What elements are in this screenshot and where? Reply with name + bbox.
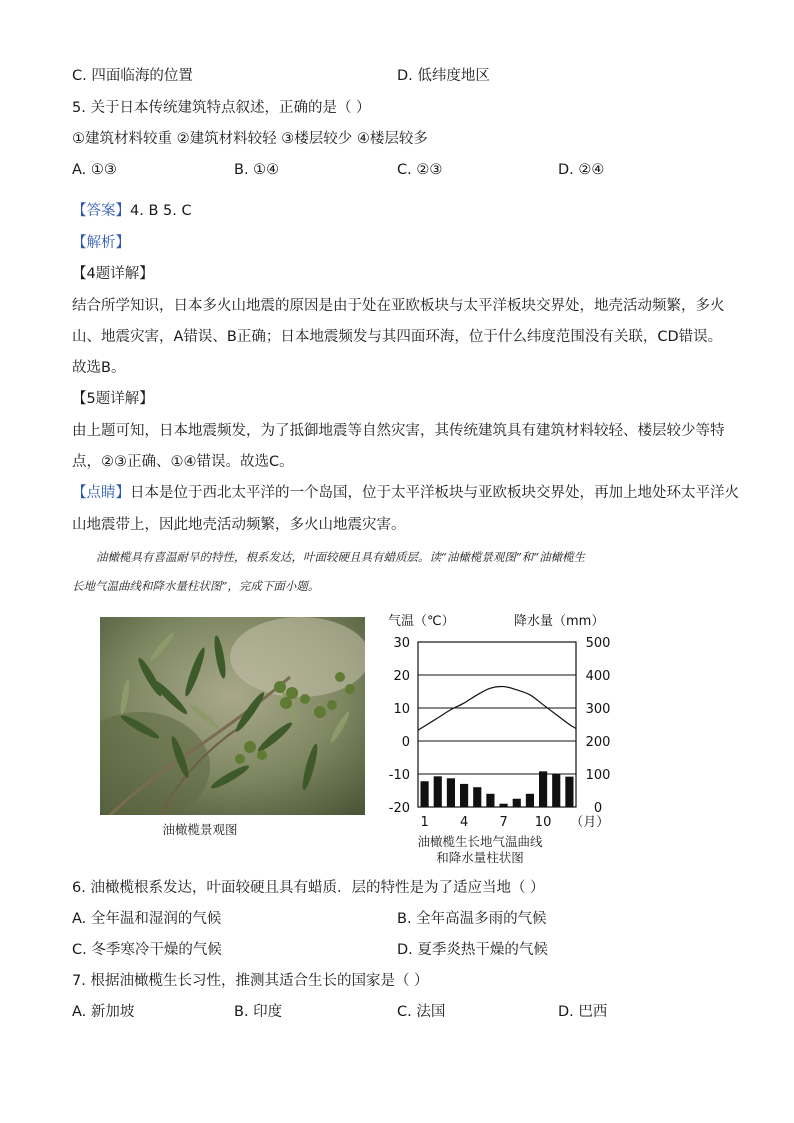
q5-option-a: A. ①③ <box>72 162 117 178</box>
olive-landscape-photo <box>100 617 365 815</box>
q4-option-d: D. 低纬度地区 <box>397 68 490 84</box>
x-tick-label: 4 <box>459 815 469 830</box>
precipitation-bar <box>513 799 521 807</box>
precipitation-bar <box>486 794 494 807</box>
right-tick-label: 100 <box>585 768 611 783</box>
q7-option-c: C. 法国 <box>397 1004 446 1020</box>
question-7: 7. 根据油橄榄生长习性，推测其适合生长的国家是（ ） <box>72 973 429 989</box>
precipitation-bar <box>447 778 455 807</box>
analysis-tag: 【解析】 <box>72 235 130 251</box>
left-tick-label: 30 <box>393 636 410 651</box>
q4-detail-line-3: 故选B。 <box>72 360 126 376</box>
answer-line <box>72 201 192 221</box>
q6-option-b: B. 全年高温多雨的气候 <box>397 911 547 927</box>
q7-option-a: A. 新加坡 <box>72 1004 135 1020</box>
q6-option-a: A. 全年温和湿润的气候 <box>72 911 222 927</box>
material-intro-line-1: 油橄榄具有喜温耐旱的特性，根系发达，叶面较硬且具有蜡质层。读“油橄榄景观图”和“油橄榄生 <box>96 550 586 564</box>
q4-detail-line-2: 山、地震灾害，A错误、B正确；日本地震频发与其四面环海，位于什么纬度范围没有关联，CD错误。 <box>72 329 723 345</box>
left-tick-label: -20 <box>388 801 410 816</box>
precipitation-bar <box>421 781 429 807</box>
right-tick-label: 500 <box>585 636 611 651</box>
chart-caption-line-1: 油橄榄生长地气温曲线 <box>417 834 543 849</box>
question-6: 6. 油橄榄根系发达，叶面较硬且具有蜡质．层的特性是为了适应当地（ ） <box>72 880 545 896</box>
q6-option-d: D. 夏季炎热干燥的气候 <box>397 942 548 958</box>
photo-caption: 油橄榄景观图 <box>162 822 238 837</box>
chart-caption-line-2: 和降水量柱状图 <box>436 850 524 865</box>
precipitation-bar <box>552 774 560 807</box>
tip-tag: 【点睛】 <box>72 485 130 501</box>
left-tick-label: 20 <box>393 669 410 684</box>
precipitation-bar <box>565 777 573 807</box>
question-5: 5. 关于日本传统建筑特点叙述，正确的是（ ） <box>72 100 371 116</box>
x-axis-unit-label: （月） <box>570 815 610 830</box>
left-tick-label: 0 <box>401 735 410 750</box>
q7-option-d: D. 巴西 <box>558 1004 608 1020</box>
left-tick-label: -10 <box>388 768 410 783</box>
q4-detail-line-1: 结合所学知识，日本多火山地震的原因是由于处在亚欧板块与太平洋板块交界处，地壳活动频繁，多火 <box>72 298 725 314</box>
right-tick-label: 300 <box>585 702 611 717</box>
tip-line-2: 山地震带上，因此地壳活动频繁，多火山地震灾害。 <box>72 517 406 533</box>
right-axis-label: 降水量（mm） <box>514 614 605 629</box>
q5-detail-line-2: 点，②③正确、①④错误。故选C。 <box>72 454 294 470</box>
x-tick-label: 1 <box>420 815 429 830</box>
tip-text-1: 日本是位于西北太平洋的一个岛国，位于太平洋板块与亚欧板块交界处，再加上地处环太平洋火 <box>130 485 739 501</box>
q5-option-c: C. ②③ <box>397 162 443 178</box>
q7-option-b: B. 印度 <box>234 1004 283 1020</box>
precipitation-bar <box>526 794 534 807</box>
tip-line-1 <box>72 483 739 503</box>
precipitation-bar <box>500 804 508 807</box>
precipitation-bar <box>539 771 547 807</box>
climate-chart <box>380 605 620 835</box>
q4-option-c: C. 四面临海的位置 <box>72 68 193 84</box>
q6-option-c: C. 冬季寒冷干燥的气候 <box>72 942 222 958</box>
q5-option-b: B. ①④ <box>234 162 280 178</box>
material-intro-line-2: 长地气温曲线和降水量柱状图”，完成下面小题。 <box>72 579 320 593</box>
answer-text: 4. B 5. C <box>130 203 192 219</box>
precipitation-bar <box>473 787 481 807</box>
right-tick-label: 400 <box>585 669 611 684</box>
x-tick-label: 10 <box>534 815 552 830</box>
q4-detail-title: 【4题详解】 <box>72 266 154 282</box>
right-tick-label: 0 <box>593 801 603 816</box>
precipitation-bar <box>434 776 442 807</box>
left-axis-label: 气温（℃） <box>388 614 455 629</box>
answer-tag: 【答案】 <box>72 203 130 219</box>
precipitation-bar <box>460 784 468 807</box>
left-tick-label: 10 <box>393 702 410 717</box>
question-5-statements: ①建筑材料较重 ②建筑材料较轻 ③楼层较少 ④楼层较多 <box>72 131 428 147</box>
q5-detail-line-1: 由上题可知，日本地震频发，为了抵御地震等自然灾害，其传统建筑具有建筑材料较轻、楼层较少等特 <box>72 423 725 439</box>
x-tick-label: 7 <box>499 815 508 830</box>
q5-option-d: D. ②④ <box>558 162 605 178</box>
q5-detail-title: 【5题详解】 <box>72 391 154 407</box>
right-tick-label: 200 <box>585 735 611 750</box>
